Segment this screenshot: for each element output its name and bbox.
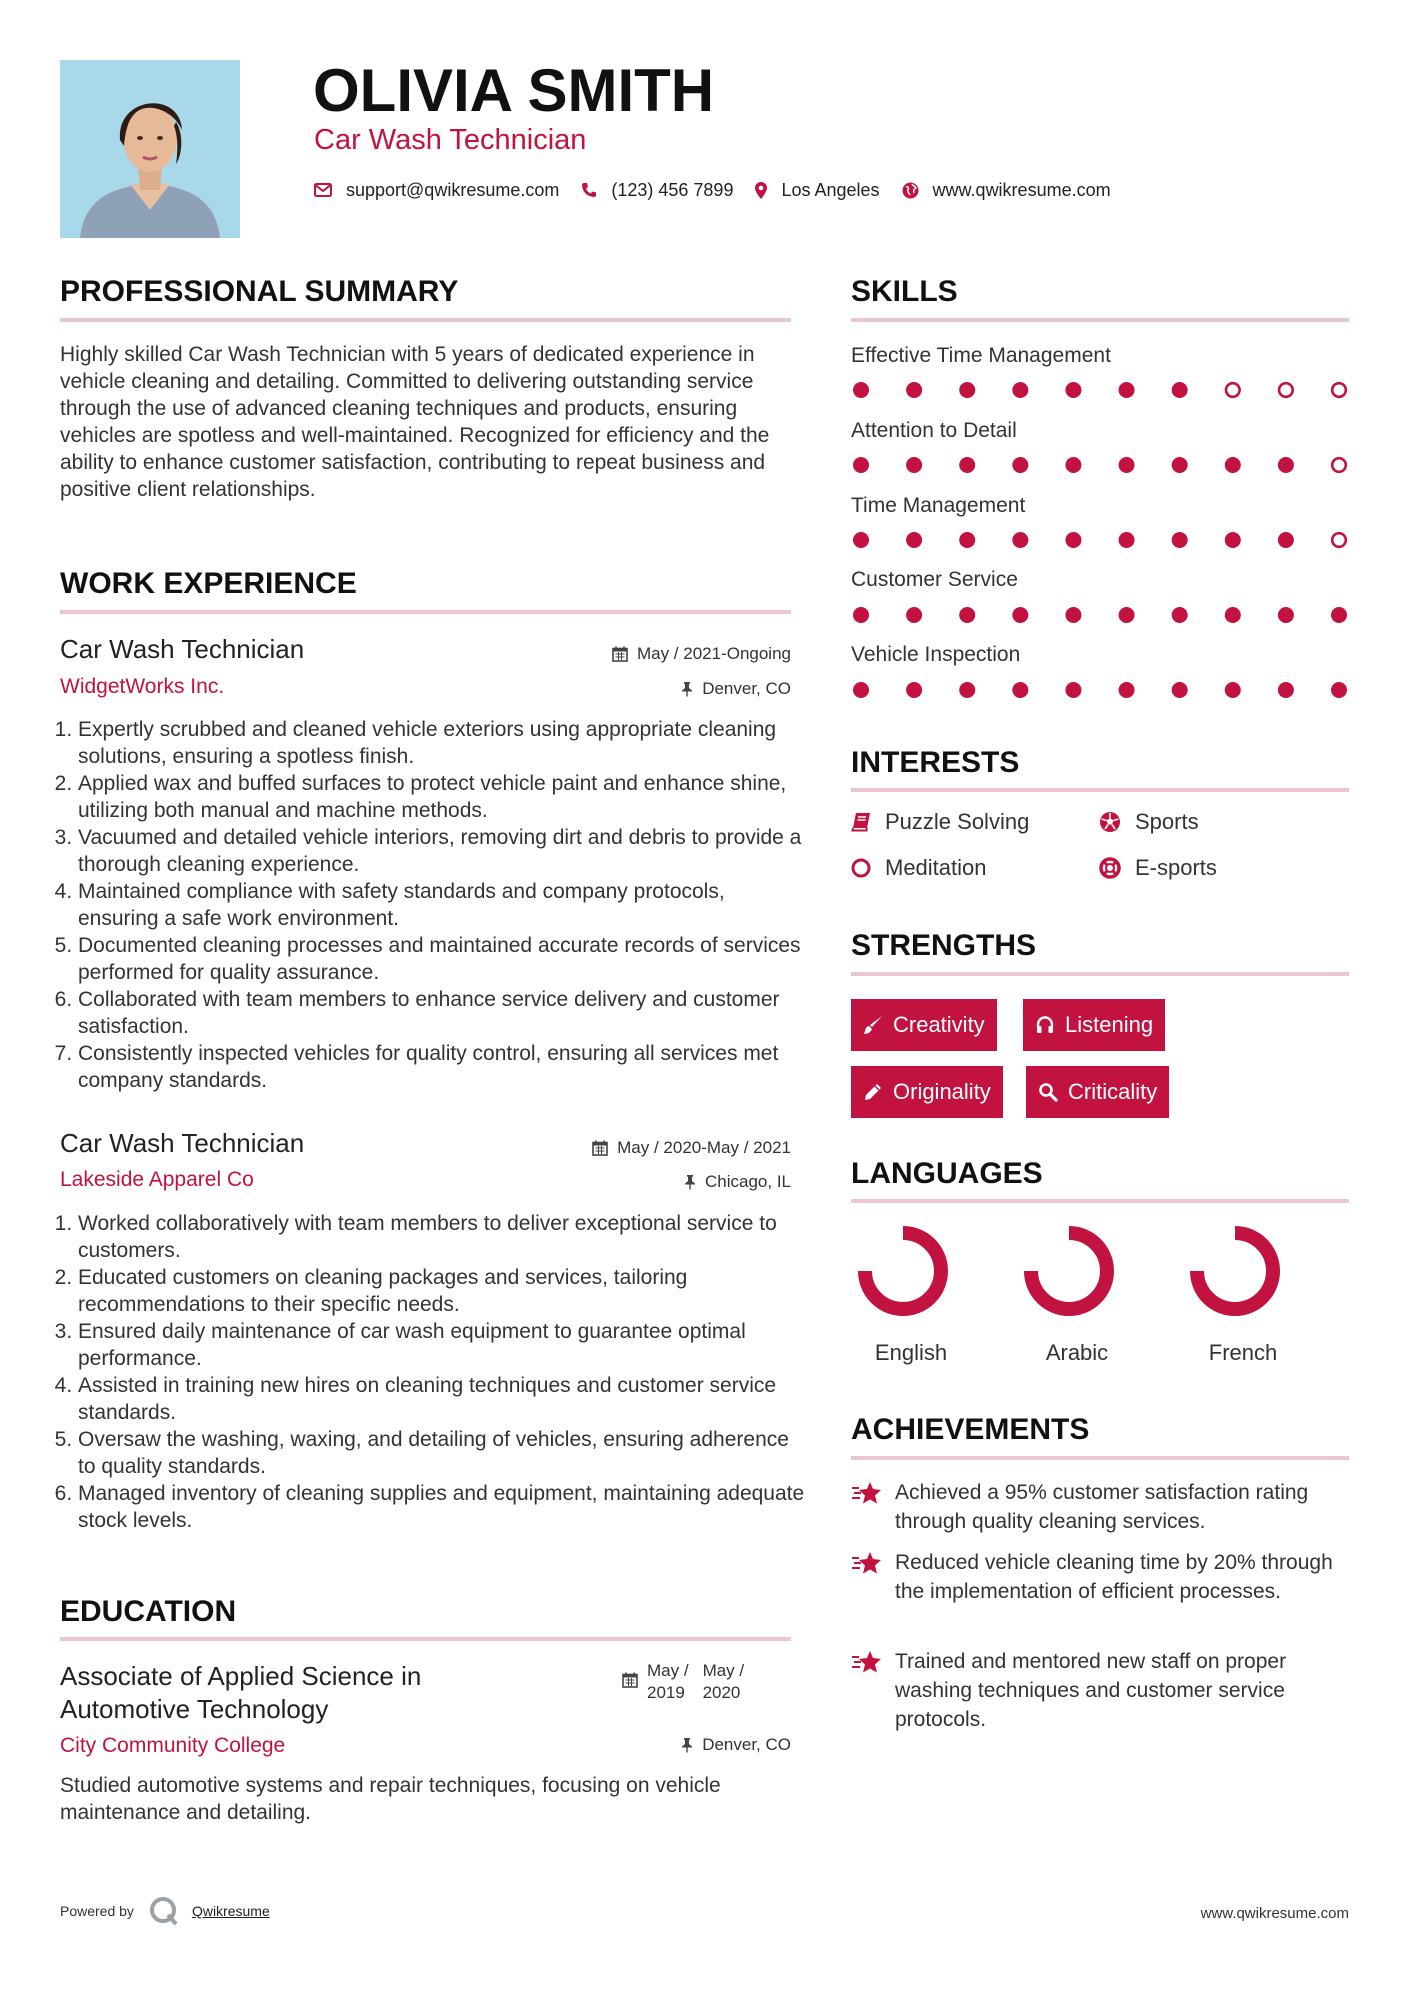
skill-dot-filled [906,457,922,473]
job-1-dates [612,643,791,665]
soccer-ball-icon [1099,811,1121,833]
powered-by-text: Powered by [60,1903,134,1919]
education-description: Studied automotive systems and repair techniques, focusing on vehicle maintenance and detailing. [60,1774,721,1824]
section-divider [60,1637,791,1641]
calendar-icon [612,646,628,662]
job-1-location-text: Denver, CO [702,679,791,698]
contact-website[interactable] [902,180,1111,201]
skill-dot-filled [959,532,975,548]
skill-dot-filled [853,682,869,698]
list-item: 1. Worked collaboratively with team members to deliver exceptional service to customers. [78,1210,809,1264]
skill-dot-filled [853,607,869,623]
edu-start-year: 2019 [647,1683,685,1702]
edu-end-month: May / [702,1661,745,1680]
section-divider [851,1456,1349,1460]
skill-5-name: Vehicle Inspection [851,643,1021,666]
list-item: 4. Maintained compliance with safety standards and company protocols, ensuring a safe work environment. [78,878,809,932]
job-2-company: Lakeside Apparel Co [60,1168,254,1191]
list-item: 5. Documented cleaning processes and maintained accurate records of services performed for quality assurance. [78,932,809,986]
language-3-label: French [1208,1340,1278,1365]
strength-label: Listening [1065,1012,1154,1037]
degree-title [60,1660,421,1726]
skill-dot-filled [1225,457,1241,473]
contact-bar [314,177,1133,203]
star-icon [851,1480,883,1506]
skills-heading: SKILLS [851,275,958,308]
paint-brush-icon [863,1015,883,1035]
pushpin-icon [684,1174,696,1190]
star-icon [851,1550,883,1576]
job-1-bullets [60,716,809,1094]
skill-dot-filled [1012,532,1028,548]
job-1-location [681,678,791,700]
education-location [681,1734,791,1756]
skill-dot-filled [853,532,869,548]
pushpin-icon [681,1737,693,1753]
experience-heading: WORK EXPERIENCE [60,567,357,600]
skill-5-rating [851,680,1349,700]
job-2-dates [592,1137,791,1159]
list-item: 6. Collaborated with team members to enhance service delivery and customer satisfaction. [78,986,809,1040]
job-2-location-text: Chicago, IL [705,1172,791,1191]
interest-item [1099,808,1199,836]
skill-dot-empty [1332,533,1346,547]
globe-icon [902,182,919,199]
skill-dot-filled [1119,532,1135,548]
list-item: 7. Consistently inspected vehicles for quality control, ensuring all services met company standards. [78,1040,809,1094]
degree-line-2: Automotive Technology [60,1694,329,1724]
location-text: Los Angeles [781,179,880,200]
achievements-heading: ACHIEVEMENTS [851,1413,1090,1446]
interest-label: Meditation [885,855,987,880]
list-item: 6. Managed inventory of cleaning supplies and equipment, maintaining adequate stock levels. [78,1480,809,1534]
envelope-icon [314,183,332,197]
skill-dot-filled [906,532,922,548]
edu-end-year: 2020 [702,1683,741,1702]
skill-dot-filled [1278,532,1294,548]
skill-dot-filled [959,457,975,473]
skill-dot-filled [1172,607,1188,623]
phone-icon [581,182,597,198]
job-title: Car Wash Technician [314,124,587,156]
skill-dot-filled [1065,382,1081,398]
language-2-ring [1021,1223,1117,1319]
section-divider [851,318,1349,322]
strength-chip [1026,1066,1169,1118]
language-2-label: Arabic [1045,1340,1109,1365]
list-item: 3. Vacuumed and detailed vehicle interiors, removing dirt and debris to provide a thorough cleaning experience. [78,824,809,878]
skill-dot-empty [1279,383,1293,397]
skill-dot-filled [1119,682,1135,698]
skill-dot-filled [959,607,975,623]
section-divider [60,318,791,322]
calendar-icon [592,1140,608,1156]
skill-dot-filled [1065,682,1081,698]
skill-dot-empty [1332,383,1346,397]
skill-1-rating [851,380,1349,400]
achievement-item [851,1647,1351,1734]
interests-heading: INTERESTS [851,746,1020,779]
strength-chip [1023,999,1165,1051]
strength-label: Criticality [1068,1079,1158,1104]
interest-label: E-sports [1135,855,1217,880]
education-location-text: Denver, CO [702,1735,791,1754]
skill-dot-empty [1332,458,1346,472]
language-level-arc [1197,1233,1273,1309]
skill-dot-filled [1065,532,1081,548]
job-2-dates-text: May / 2020-May / 2021 [617,1138,791,1157]
pushpin-icon [681,681,693,697]
skill-4-name: Customer Service [851,568,1018,591]
section-divider [60,610,791,614]
language-1-label: English [874,1340,948,1365]
skill-3-rating [851,530,1349,550]
skill-1-name: Effective Time Management [851,344,1111,367]
list-item: 4. Assisted in training new hires on cleaning techniques and customer service standards. [78,1372,809,1426]
list-item: 2. Educated customers on cleaning packages and services, tailoring recommendations to their specific needs. [78,1264,809,1318]
strength-chip [851,999,997,1051]
list-item: 5. Oversaw the washing, waxing, and detailing of vehicles, ensuring adherence to quality standards. [78,1426,809,1480]
headphones-icon [1035,1015,1055,1035]
skill-dot-filled [1225,607,1241,623]
section-divider [851,1199,1349,1203]
languages-heading: LANGUAGES [851,1157,1043,1190]
interest-label: Puzzle Solving [885,809,1030,834]
skill-dot-filled [1119,457,1135,473]
skill-dot-filled [1225,532,1241,548]
skill-dot-filled [959,682,975,698]
skill-dot-filled [906,382,922,398]
education-heading: EDUCATION [60,1595,237,1628]
candidate-name: OLIVIA SMITH [313,57,715,124]
skill-3-name: Time Management [851,494,1026,517]
job-1-title: Car Wash Technician [60,634,305,664]
job-1-dates-text: May / 2021-Ongoing [636,644,791,663]
skill-dot-filled [1331,607,1347,623]
job-2-location [684,1171,791,1193]
skill-dot-filled [1065,607,1081,623]
job-2-bullets [60,1210,809,1534]
degree-line-1: Associate of Applied Science in [60,1661,422,1691]
edu-start-month: May / [647,1661,689,1680]
interest-label: Sports [1135,809,1199,834]
job-2-title: Car Wash Technician [60,1128,305,1158]
achievement-item [851,1478,1351,1536]
skill-dot-filled [1012,382,1028,398]
interest-item [851,808,1029,836]
contact-email[interactable] [314,180,559,201]
life-ring-icon [1099,857,1121,879]
skill-dot-filled [1172,532,1188,548]
language-1-ring [855,1223,951,1319]
list-item: 2. Applied wax and buffed surfaces to protect vehicle paint and enhance shine, utilizing both manual and machine methods. [78,770,809,824]
website-text: www.qwikresume.com [932,179,1111,200]
circle-icon [851,858,871,878]
skill-dot-filled [1012,607,1028,623]
skill-dot-filled [906,607,922,623]
job-1-company: WidgetWorks Inc. [60,675,225,698]
skill-dot-filled [1172,382,1188,398]
skill-dot-filled [1119,607,1135,623]
education-dates [622,1660,744,1704]
pencil-icon [863,1082,883,1102]
skill-dot-filled [1119,382,1135,398]
search-icon [1038,1082,1058,1102]
skill-dot-empty [1226,383,1240,397]
skill-dot-filled [1012,457,1028,473]
skill-dot-filled [1331,682,1347,698]
achievement-item [851,1548,1351,1606]
skill-2-rating [851,455,1349,475]
email-text: support@qwikresume.com [346,179,560,200]
section-divider [851,972,1349,976]
skill-dot-filled [1172,682,1188,698]
map-pin-icon [755,182,767,199]
skill-dot-filled [1278,607,1294,623]
phone-text: (123) 456 7899 [611,179,734,200]
skill-dot-filled [1278,682,1294,698]
skill-dot-filled [1012,682,1028,698]
footer-website[interactable]: www.qwikresume.com [1200,1905,1349,1922]
interest-item [851,854,987,882]
contact-location [755,180,879,201]
language-level-arc [1031,1233,1107,1309]
strengths-heading: STRENGTHS [851,929,1037,962]
skill-4-rating [851,605,1349,625]
strength-label: Creativity [893,1012,985,1037]
language-level-arc [865,1233,941,1309]
achievement-text: Reduced vehicle cleaning time by 20% through the implementation of efficient processes. [895,1551,1333,1603]
achievement-text: Achieved a 95% customer satisfaction rating through quality cleaning services. [895,1481,1309,1533]
footer-powered-by [60,1896,270,1926]
skill-dot-filled [1172,457,1188,473]
profile-photo [60,60,240,238]
contact-phone[interactable] [581,180,733,201]
list-item: 3. Ensured daily maintenance of car wash equipment to guarantee optimal performance. [78,1318,809,1372]
strength-chip [851,1066,1003,1118]
skill-dot-filled [1065,457,1081,473]
qwikresume-logo-icon [148,1896,182,1926]
qwikresume-link[interactable]: Qwikresume [191,1903,270,1919]
school-name: City Community College [60,1734,286,1757]
language-3-ring [1187,1223,1283,1319]
list-item: 1. Expertly scrubbed and cleaned vehicle exteriors using appropriate cleaning solutions, ensuring a spotless finish. [78,716,809,770]
strength-label: Originality [893,1079,991,1104]
skill-dot-filled [906,682,922,698]
calendar-icon [622,1672,638,1688]
skill-dot-filled [959,382,975,398]
star-icon [851,1649,883,1675]
interest-item [1099,854,1217,882]
skill-dot-filled [853,382,869,398]
skill-dot-filled [1278,457,1294,473]
summary-heading: PROFESSIONAL SUMMARY [60,275,459,308]
section-divider [851,788,1349,792]
book-icon [851,812,871,832]
achievement-text: Trained and mentored new staff on proper washing techniques and customer service protocols. [895,1650,1287,1731]
skill-2-name: Attention to Detail [851,419,1017,442]
skill-dot-filled [1225,682,1241,698]
summary-text: Highly skilled Car Wash Technician with 5 years of dedicated experience in vehicle cleaning and detailing. Committed to delivering outstanding service through the use of advanced cleaning techniques and products, ensuring vehicles are spotless and well-maintained. Recognized for efficiency and the ability to enhance customer satisfaction, contributing to repeat business and positive client relationships. [60,343,770,501]
skill-dot-filled [853,457,869,473]
